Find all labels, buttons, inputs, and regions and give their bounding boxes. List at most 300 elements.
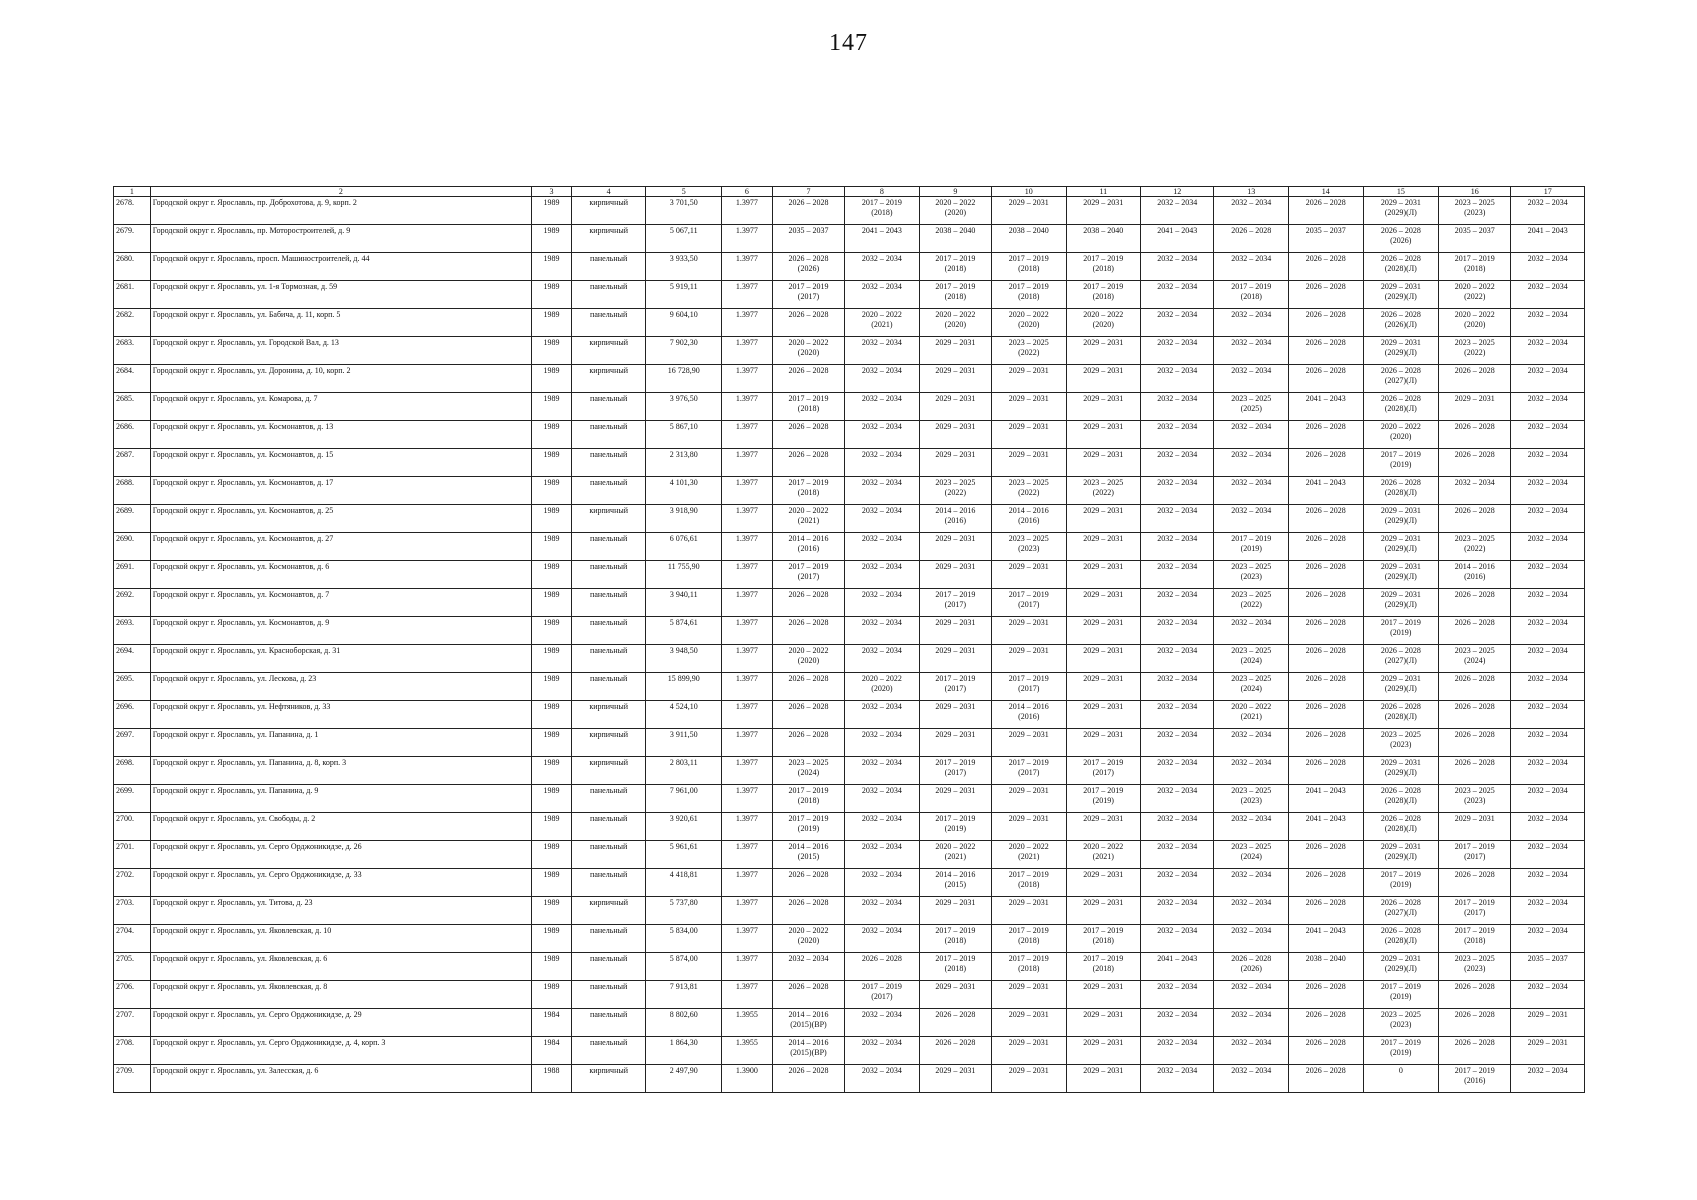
- value-cell-col-5: 5 961,61: [646, 841, 722, 869]
- table-row: [114, 337, 1585, 365]
- value-cell-col-12: 2032 – 2034: [1141, 729, 1214, 757]
- value-cell-col-11: 2017 – 2019 (2018): [1066, 953, 1141, 981]
- value-cell-col-9: 2026 – 2028: [919, 1009, 991, 1037]
- row-number-cell: 2700.: [114, 813, 151, 841]
- value-cell-col-8: 2032 – 2034: [845, 589, 920, 617]
- column-header-6: 6: [722, 187, 773, 197]
- row-number-cell: 2707.: [114, 1009, 151, 1037]
- value-cell-col-9: 2017 – 2019 (2018): [919, 281, 991, 309]
- column-header-4: 4: [571, 187, 646, 197]
- value-cell-col-4: панельный: [571, 477, 646, 505]
- value-cell-col-13: 2026 – 2028: [1214, 225, 1289, 253]
- value-cell-col-15: 2017 – 2019 (2019): [1363, 981, 1439, 1009]
- value-cell-col-14: 2026 – 2028: [1289, 281, 1364, 309]
- value-cell-col-17: 2032 – 2034: [1511, 729, 1585, 757]
- column-header-7: 7: [772, 187, 844, 197]
- value-cell-col-14: 2026 – 2028: [1289, 1065, 1364, 1093]
- value-cell-col-6: 1.3977: [722, 673, 773, 701]
- value-cell-col-7: 2026 – 2028: [772, 1065, 844, 1093]
- value-cell-col-14: 2041 – 2043: [1289, 393, 1364, 421]
- value-cell-col-8: 2032 – 2034: [845, 365, 920, 393]
- value-cell-col-16: 2032 – 2034: [1439, 477, 1511, 505]
- address-cell: Городской округ г. Ярославль, ул. Лескова, д. 23: [150, 673, 531, 701]
- value-cell-col-11: 2029 – 2031: [1066, 869, 1141, 897]
- value-cell-col-8: 2032 – 2034: [845, 505, 920, 533]
- value-cell-col-17: 2032 – 2034: [1511, 813, 1585, 841]
- address-cell: Городской округ г. Ярославль, просп. Машиностроителей, д. 44: [150, 253, 531, 281]
- value-cell-col-6: 1.3977: [722, 729, 773, 757]
- value-cell-col-10: 2029 – 2031: [992, 365, 1067, 393]
- value-cell-col-10: 2023 – 2025 (2023): [992, 533, 1067, 561]
- value-cell-col-10: 2017 – 2019 (2017): [992, 589, 1067, 617]
- value-cell-col-6: 1.3977: [722, 505, 773, 533]
- value-cell-col-13: 2032 – 2034: [1214, 421, 1289, 449]
- value-cell-col-8: 2041 – 2043: [845, 225, 920, 253]
- value-cell-col-8: 2032 – 2034: [845, 1065, 920, 1093]
- value-cell-col-7: 2026 – 2028: [772, 589, 844, 617]
- value-cell-col-7: 2014 – 2016 (2015)(ВР): [772, 1037, 844, 1065]
- value-cell-col-14: 2026 – 2028: [1289, 421, 1364, 449]
- row-number-cell: 2709.: [114, 1065, 151, 1093]
- value-cell-col-15: 2017 – 2019 (2019): [1363, 617, 1439, 645]
- value-cell-col-14: 2026 – 2028: [1289, 589, 1364, 617]
- value-cell-col-13: 2023 – 2025 (2024): [1214, 841, 1289, 869]
- value-cell-col-13: 2032 – 2034: [1214, 197, 1289, 225]
- row-number-cell: 2705.: [114, 953, 151, 981]
- value-cell-col-11: 2017 – 2019 (2019): [1066, 785, 1141, 813]
- value-cell-col-12: 2032 – 2034: [1141, 589, 1214, 617]
- value-cell-col-11: 2029 – 2031: [1066, 589, 1141, 617]
- value-cell-col-3: 1989: [531, 449, 571, 477]
- value-cell-col-4: кирпичный: [571, 757, 646, 785]
- value-cell-col-7: 2026 – 2028: [772, 701, 844, 729]
- value-cell-col-17: 2032 – 2034: [1511, 645, 1585, 673]
- value-cell-col-10: 2017 – 2019 (2017): [992, 757, 1067, 785]
- value-cell-col-11: 2017 – 2019 (2018): [1066, 253, 1141, 281]
- value-cell-col-7: 2026 – 2028: [772, 365, 844, 393]
- value-cell-col-10: 2020 – 2022 (2021): [992, 841, 1067, 869]
- value-cell-col-13: 2032 – 2034: [1214, 869, 1289, 897]
- value-cell-col-5: 3 920,61: [646, 813, 722, 841]
- value-cell-col-12: 2032 – 2034: [1141, 1037, 1214, 1065]
- value-cell-col-7: 2026 – 2028: [772, 617, 844, 645]
- value-cell-col-13: 2023 – 2025 (2023): [1214, 785, 1289, 813]
- address-cell: Городской округ г. Ярославль, пр. Доброхотова, д. 9, корп. 2: [150, 197, 531, 225]
- value-cell-col-16: 2023 – 2025 (2023): [1439, 197, 1511, 225]
- table-row: [114, 981, 1585, 1009]
- value-cell-col-17: 2032 – 2034: [1511, 1065, 1585, 1093]
- row-number-cell: 2692.: [114, 589, 151, 617]
- value-cell-col-16: 2026 – 2028: [1439, 981, 1511, 1009]
- address-cell: Городской округ г. Ярославль, ул. Папанина, д. 8, корп. 3: [150, 757, 531, 785]
- value-cell-col-11: 2029 – 2031: [1066, 729, 1141, 757]
- value-cell-col-15: 2029 – 2031 (2029)(Л): [1363, 953, 1439, 981]
- value-cell-col-8: 2032 – 2034: [845, 757, 920, 785]
- value-cell-col-7: 2026 – 2028: [772, 673, 844, 701]
- value-cell-col-3: 1989: [531, 589, 571, 617]
- value-cell-col-5: 2 497,90: [646, 1065, 722, 1093]
- value-cell-col-6: 1.3977: [722, 225, 773, 253]
- value-cell-col-6: 1.3977: [722, 561, 773, 589]
- value-cell-col-17: 2032 – 2034: [1511, 841, 1585, 869]
- value-cell-col-3: 1989: [531, 813, 571, 841]
- value-cell-col-15: 2026 – 2028 (2028)(Л): [1363, 701, 1439, 729]
- value-cell-col-3: 1989: [531, 337, 571, 365]
- value-cell-col-4: кирпичный: [571, 701, 646, 729]
- value-cell-col-7: 2014 – 2016 (2015): [772, 841, 844, 869]
- column-header-13: 13: [1214, 187, 1289, 197]
- value-cell-col-10: 2029 – 2031: [992, 561, 1067, 589]
- value-cell-col-15: 2020 – 2022 (2020): [1363, 421, 1439, 449]
- value-cell-col-5: 2 313,80: [646, 449, 722, 477]
- value-cell-col-9: 2014 – 2016 (2016): [919, 505, 991, 533]
- value-cell-col-5: 16 728,90: [646, 365, 722, 393]
- table-row: [114, 561, 1585, 589]
- value-cell-col-12: 2032 – 2034: [1141, 673, 1214, 701]
- value-cell-col-9: 2017 – 2019 (2017): [919, 673, 991, 701]
- value-cell-col-11: 2029 – 2031: [1066, 197, 1141, 225]
- value-cell-col-15: 2017 – 2019 (2019): [1363, 449, 1439, 477]
- value-cell-col-4: панельный: [571, 309, 646, 337]
- value-cell-col-17: 2032 – 2034: [1511, 533, 1585, 561]
- value-cell-col-17: 2032 – 2034: [1511, 757, 1585, 785]
- row-number-cell: 2688.: [114, 477, 151, 505]
- table-row: [114, 617, 1585, 645]
- value-cell-col-15: 2026 – 2028 (2027)(Л): [1363, 645, 1439, 673]
- value-cell-col-6: 1.3955: [722, 1037, 773, 1065]
- value-cell-col-5: 9 604,10: [646, 309, 722, 337]
- value-cell-col-5: 5 737,80: [646, 897, 722, 925]
- value-cell-col-3: 1989: [531, 701, 571, 729]
- value-cell-col-15: 2017 – 2019 (2019): [1363, 1037, 1439, 1065]
- value-cell-col-17: 2032 – 2034: [1511, 253, 1585, 281]
- value-cell-col-11: 2029 – 2031: [1066, 533, 1141, 561]
- value-cell-col-9: 2029 – 2031: [919, 533, 991, 561]
- value-cell-col-16: 2026 – 2028: [1439, 869, 1511, 897]
- value-cell-col-13: 2032 – 2034: [1214, 1037, 1289, 1065]
- row-number-cell: 2680.: [114, 253, 151, 281]
- table-body: [114, 197, 1585, 1093]
- value-cell-col-14: 2026 – 2028: [1289, 533, 1364, 561]
- value-cell-col-4: панельный: [571, 981, 646, 1009]
- value-cell-col-9: 2020 – 2022 (2020): [919, 197, 991, 225]
- value-cell-col-8: 2032 – 2034: [845, 925, 920, 953]
- value-cell-col-3: 1989: [531, 505, 571, 533]
- value-cell-col-10: 2029 – 2031: [992, 981, 1067, 1009]
- value-cell-col-17: 2032 – 2034: [1511, 281, 1585, 309]
- column-header-5: 5: [646, 187, 722, 197]
- column-header-14: 14: [1289, 187, 1364, 197]
- value-cell-col-3: 1989: [531, 421, 571, 449]
- value-cell-col-11: 2017 – 2019 (2017): [1066, 757, 1141, 785]
- value-cell-col-16: 2026 – 2028: [1439, 1037, 1511, 1065]
- value-cell-col-4: панельный: [571, 281, 646, 309]
- value-cell-col-6: 1.3977: [722, 365, 773, 393]
- table-row: [114, 421, 1585, 449]
- address-cell: Городской округ г. Ярославль, ул. Нефтяников, д. 33: [150, 701, 531, 729]
- value-cell-col-17: 2032 – 2034: [1511, 617, 1585, 645]
- value-cell-col-5: 15 899,90: [646, 673, 722, 701]
- value-cell-col-4: панельный: [571, 449, 646, 477]
- value-cell-col-7: 2017 – 2019 (2019): [772, 813, 844, 841]
- value-cell-col-11: 2029 – 2031: [1066, 561, 1141, 589]
- value-cell-col-4: панельный: [571, 645, 646, 673]
- row-number-cell: 2689.: [114, 505, 151, 533]
- value-cell-col-16: 2014 – 2016 (2016): [1439, 561, 1511, 589]
- value-cell-col-15: 2026 – 2028 (2028)(Л): [1363, 253, 1439, 281]
- value-cell-col-15: 2029 – 2031 (2029)(Л): [1363, 561, 1439, 589]
- value-cell-col-12: 2032 – 2034: [1141, 897, 1214, 925]
- value-cell-col-7: 2026 – 2028: [772, 897, 844, 925]
- value-cell-col-12: 2032 – 2034: [1141, 337, 1214, 365]
- value-cell-col-12: 2032 – 2034: [1141, 757, 1214, 785]
- column-header-11: 11: [1066, 187, 1141, 197]
- value-cell-col-15: 2026 – 2028 (2028)(Л): [1363, 813, 1439, 841]
- table-row: [114, 785, 1585, 813]
- value-cell-col-3: 1989: [531, 561, 571, 589]
- value-cell-col-13: 2032 – 2034: [1214, 617, 1289, 645]
- value-cell-col-12: 2032 – 2034: [1141, 841, 1214, 869]
- value-cell-col-17: 2032 – 2034: [1511, 561, 1585, 589]
- value-cell-col-16: 2026 – 2028: [1439, 729, 1511, 757]
- value-cell-col-10: 2029 – 2031: [992, 1037, 1067, 1065]
- value-cell-col-11: 2029 – 2031: [1066, 701, 1141, 729]
- value-cell-col-13: 2020 – 2022 (2021): [1214, 701, 1289, 729]
- address-cell: Городской округ г. Ярославль, ул. Папанина, д. 1: [150, 729, 531, 757]
- value-cell-col-6: 1.3977: [722, 477, 773, 505]
- address-cell: Городской округ г. Ярославль, ул. Космонавтов, д. 15: [150, 449, 531, 477]
- value-cell-col-6: 1.3977: [722, 197, 773, 225]
- value-cell-col-17: 2032 – 2034: [1511, 477, 1585, 505]
- value-cell-col-14: 2026 – 2028: [1289, 729, 1364, 757]
- value-cell-col-11: 2020 – 2022 (2021): [1066, 841, 1141, 869]
- value-cell-col-12: 2032 – 2034: [1141, 1065, 1214, 1093]
- value-cell-col-17: 2029 – 2031: [1511, 1009, 1585, 1037]
- value-cell-col-10: 2029 – 2031: [992, 197, 1067, 225]
- address-cell: Городской округ г. Ярославль, ул. Городской Вал, д. 13: [150, 337, 531, 365]
- value-cell-col-17: 2032 – 2034: [1511, 197, 1585, 225]
- value-cell-col-7: 2026 – 2028: [772, 729, 844, 757]
- value-cell-col-11: 2017 – 2019 (2018): [1066, 281, 1141, 309]
- row-number-cell: 2703.: [114, 897, 151, 925]
- value-cell-col-16: 2026 – 2028: [1439, 449, 1511, 477]
- column-header-10: 10: [992, 187, 1067, 197]
- value-cell-col-8: 2032 – 2034: [845, 253, 920, 281]
- row-number-cell: 2695.: [114, 673, 151, 701]
- value-cell-col-8: 2032 – 2034: [845, 533, 920, 561]
- value-cell-col-3: 1989: [531, 981, 571, 1009]
- value-cell-col-12: 2032 – 2034: [1141, 813, 1214, 841]
- value-cell-col-13: 2017 – 2019 (2018): [1214, 281, 1289, 309]
- value-cell-col-13: 2017 – 2019 (2019): [1214, 533, 1289, 561]
- value-cell-col-14: 2026 – 2028: [1289, 869, 1364, 897]
- value-cell-col-16: 2026 – 2028: [1439, 757, 1511, 785]
- value-cell-col-10: 2029 – 2031: [992, 785, 1067, 813]
- value-cell-col-9: 2017 – 2019 (2018): [919, 953, 991, 981]
- value-cell-col-13: 2032 – 2034: [1214, 981, 1289, 1009]
- value-cell-col-5: 5 874,61: [646, 617, 722, 645]
- value-cell-col-9: 2029 – 2031: [919, 645, 991, 673]
- address-cell: Городской округ г. Ярославль, ул. Космонавтов, д. 6: [150, 561, 531, 589]
- value-cell-col-11: 2029 – 2031: [1066, 365, 1141, 393]
- row-number-cell: 2693.: [114, 617, 151, 645]
- value-cell-col-10: 2023 – 2025 (2022): [992, 477, 1067, 505]
- table-row: [114, 869, 1585, 897]
- value-cell-col-16: 2017 – 2019 (2017): [1439, 897, 1511, 925]
- table-row: [114, 477, 1585, 505]
- value-cell-col-5: 6 076,61: [646, 533, 722, 561]
- column-header-8: 8: [845, 187, 920, 197]
- value-cell-col-14: 2026 – 2028: [1289, 561, 1364, 589]
- value-cell-col-16: 2026 – 2028: [1439, 617, 1511, 645]
- value-cell-col-17: 2032 – 2034: [1511, 449, 1585, 477]
- table-row: [114, 953, 1585, 981]
- value-cell-col-6: 1.3977: [722, 421, 773, 449]
- value-cell-col-7: 2023 – 2025 (2024): [772, 757, 844, 785]
- value-cell-col-11: 2029 – 2031: [1066, 449, 1141, 477]
- value-cell-col-7: 2017 – 2019 (2018): [772, 785, 844, 813]
- value-cell-col-14: 2026 – 2028: [1289, 309, 1364, 337]
- value-cell-col-6: 1.3977: [722, 393, 773, 421]
- value-cell-col-13: 2032 – 2034: [1214, 449, 1289, 477]
- value-cell-col-17: 2029 – 2031: [1511, 1037, 1585, 1065]
- value-cell-col-10: 2029 – 2031: [992, 449, 1067, 477]
- row-number-cell: 2684.: [114, 365, 151, 393]
- value-cell-col-5: 3 940,11: [646, 589, 722, 617]
- value-cell-col-7: 2014 – 2016 (2016): [772, 533, 844, 561]
- value-cell-col-3: 1989: [531, 309, 571, 337]
- value-cell-col-14: 2026 – 2028: [1289, 645, 1364, 673]
- value-cell-col-4: панельный: [571, 953, 646, 981]
- value-cell-col-3: 1989: [531, 253, 571, 281]
- value-cell-col-14: 2041 – 2043: [1289, 477, 1364, 505]
- value-cell-col-10: 2017 – 2019 (2018): [992, 953, 1067, 981]
- value-cell-col-10: 2029 – 2031: [992, 393, 1067, 421]
- value-cell-col-16: 2017 – 2019 (2016): [1439, 1065, 1511, 1093]
- value-cell-col-5: 5 867,10: [646, 421, 722, 449]
- value-cell-col-16: 2026 – 2028: [1439, 701, 1511, 729]
- value-cell-col-13: 2032 – 2034: [1214, 729, 1289, 757]
- address-cell: Городской округ г. Ярославль, ул. Космонавтов, д. 7: [150, 589, 531, 617]
- value-cell-col-17: 2032 – 2034: [1511, 869, 1585, 897]
- row-number-cell: 2691.: [114, 561, 151, 589]
- address-cell: Городской округ г. Ярославль, ул. Космонавтов, д. 17: [150, 477, 531, 505]
- address-cell: Городской округ г. Ярославль, ул. Доронина, д. 10, корп. 2: [150, 365, 531, 393]
- value-cell-col-9: 2017 – 2019 (2017): [919, 757, 991, 785]
- value-cell-col-15: 2029 – 2031 (2029)(Л): [1363, 589, 1439, 617]
- value-cell-col-14: 2026 – 2028: [1289, 449, 1364, 477]
- value-cell-col-13: 2032 – 2034: [1214, 813, 1289, 841]
- value-cell-col-12: 2032 – 2034: [1141, 477, 1214, 505]
- value-cell-col-10: 2029 – 2031: [992, 645, 1067, 673]
- value-cell-col-11: 2029 – 2031: [1066, 981, 1141, 1009]
- address-cell: Городской округ г. Ярославль, ул. Титова, д. 23: [150, 897, 531, 925]
- value-cell-col-10: 2014 – 2016 (2016): [992, 505, 1067, 533]
- value-cell-col-4: панельный: [571, 561, 646, 589]
- column-header-15: 15: [1363, 187, 1439, 197]
- value-cell-col-7: 2026 – 2028: [772, 197, 844, 225]
- address-cell: Городской округ г. Ярославль, ул. Серго Орджоникидзе, д. 29: [150, 1009, 531, 1037]
- table-row: [114, 589, 1585, 617]
- value-cell-col-13: 2032 – 2034: [1214, 897, 1289, 925]
- value-cell-col-4: кирпичный: [571, 337, 646, 365]
- value-cell-col-8: 2032 – 2034: [845, 617, 920, 645]
- value-cell-col-9: 2029 – 2031: [919, 393, 991, 421]
- value-cell-col-7: 2017 – 2019 (2018): [772, 477, 844, 505]
- value-cell-col-15: 2017 – 2019 (2019): [1363, 869, 1439, 897]
- value-cell-col-5: 7 913,81: [646, 981, 722, 1009]
- value-cell-col-6: 1.3977: [722, 701, 773, 729]
- value-cell-col-15: 2029 – 2031 (2029)(Л): [1363, 673, 1439, 701]
- row-number-cell: 2682.: [114, 309, 151, 337]
- table-row: [114, 813, 1585, 841]
- value-cell-col-9: 2029 – 2031: [919, 561, 991, 589]
- value-cell-col-10: 2017 – 2019 (2018): [992, 869, 1067, 897]
- value-cell-col-4: панельный: [571, 1037, 646, 1065]
- value-cell-col-14: 2026 – 2028: [1289, 1009, 1364, 1037]
- row-number-cell: 2683.: [114, 337, 151, 365]
- value-cell-col-8: 2020 – 2022 (2021): [845, 309, 920, 337]
- value-cell-col-9: 2029 – 2031: [919, 337, 991, 365]
- value-cell-col-11: 2029 – 2031: [1066, 393, 1141, 421]
- value-cell-col-5: 3 948,50: [646, 645, 722, 673]
- value-cell-col-8: 2032 – 2034: [845, 393, 920, 421]
- row-number-cell: 2687.: [114, 449, 151, 477]
- value-cell-col-13: 2032 – 2034: [1214, 365, 1289, 393]
- value-cell-col-4: панельный: [571, 925, 646, 953]
- value-cell-col-11: 2023 – 2025 (2022): [1066, 477, 1141, 505]
- value-cell-col-16: 2026 – 2028: [1439, 673, 1511, 701]
- value-cell-col-4: кирпичный: [571, 897, 646, 925]
- value-cell-col-3: 1989: [531, 673, 571, 701]
- table-row: [114, 897, 1585, 925]
- address-cell: Городской округ г. Ярославль, ул. Комарова, д. 7: [150, 393, 531, 421]
- value-cell-col-8: 2032 – 2034: [845, 645, 920, 673]
- value-cell-col-12: 2032 – 2034: [1141, 925, 1214, 953]
- address-cell: Городской округ г. Ярославль, ул. Космонавтов, д. 13: [150, 421, 531, 449]
- row-number-cell: 2698.: [114, 757, 151, 785]
- value-cell-col-9: 2029 – 2031: [919, 449, 991, 477]
- value-cell-col-3: 1989: [531, 897, 571, 925]
- value-cell-col-6: 1.3955: [722, 1009, 773, 1037]
- value-cell-col-12: 2032 – 2034: [1141, 393, 1214, 421]
- value-cell-col-8: 2032 – 2034: [845, 281, 920, 309]
- value-cell-col-12: 2032 – 2034: [1141, 505, 1214, 533]
- table-row: [114, 1065, 1585, 1093]
- table-row: [114, 449, 1585, 477]
- value-cell-col-15: 2029 – 2031 (2029)(Л): [1363, 505, 1439, 533]
- table-row: [114, 393, 1585, 421]
- value-cell-col-11: 2029 – 2031: [1066, 421, 1141, 449]
- value-cell-col-14: 2026 – 2028: [1289, 1037, 1364, 1065]
- value-cell-col-6: 1.3977: [722, 645, 773, 673]
- value-cell-col-15: 2026 – 2028 (2027)(Л): [1363, 365, 1439, 393]
- value-cell-col-3: 1989: [531, 365, 571, 393]
- value-cell-col-7: 2026 – 2028: [772, 981, 844, 1009]
- value-cell-col-5: 2 803,11: [646, 757, 722, 785]
- address-cell: Городской округ г. Ярославль, ул. Серго Орджоникидзе, д. 26: [150, 841, 531, 869]
- value-cell-col-4: панельный: [571, 841, 646, 869]
- value-cell-col-5: 11 755,90: [646, 561, 722, 589]
- value-cell-col-15: 2029 – 2031 (2029)(Л): [1363, 337, 1439, 365]
- value-cell-col-12: 2032 – 2034: [1141, 533, 1214, 561]
- value-cell-col-16: 2023 – 2025 (2024): [1439, 645, 1511, 673]
- value-cell-col-17: 2032 – 2034: [1511, 393, 1585, 421]
- value-cell-col-9: 2029 – 2031: [919, 365, 991, 393]
- value-cell-col-3: 1989: [531, 281, 571, 309]
- value-cell-col-15: 2029 – 2031 (2029)(Л): [1363, 281, 1439, 309]
- column-header-12: 12: [1141, 187, 1214, 197]
